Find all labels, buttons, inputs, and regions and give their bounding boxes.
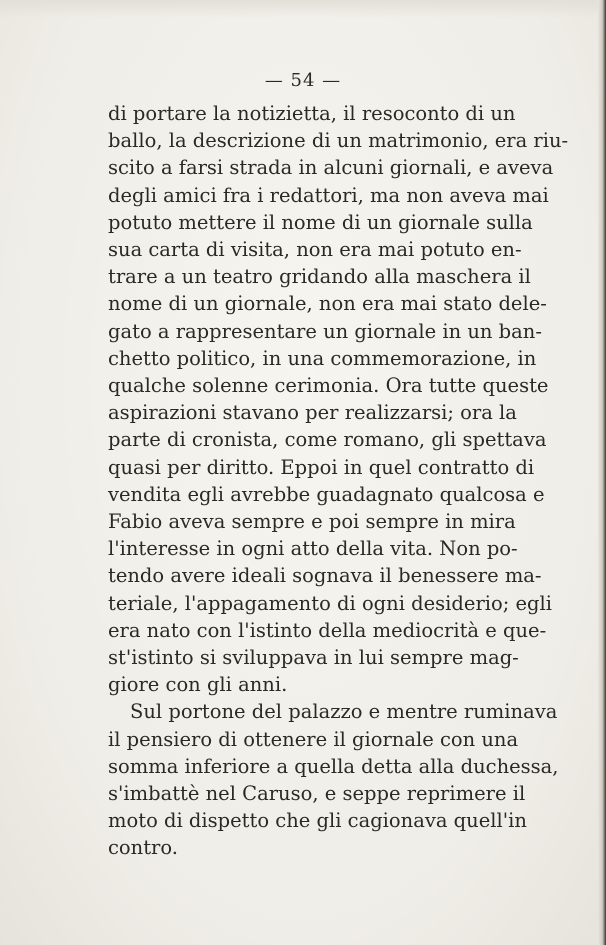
text-line: vendita egli avrebbe guadagnato qualcosa e	[108, 482, 545, 506]
body-text	[108, 100, 569, 862]
text-line: potuto mettere il nome di un giornale sulla	[108, 210, 533, 234]
text-line: era nato con l'istinto della mediocrità e que-	[108, 618, 547, 642]
text-line: st'istinto si sviluppava in lui sempre mag-	[108, 646, 519, 670]
text-line: somma inferiore a quella detta alla duchessa,	[108, 754, 559, 778]
text-line: l'interesse in ogni atto della vita. Non po-	[108, 537, 518, 561]
text-line: trare a un teatro gridando alla maschera il	[108, 265, 531, 289]
text-line: scito a farsi strada in alcuni giornali, e aveva	[108, 156, 554, 180]
text-line: degli amici fra i redattori, ma non aveva mai	[108, 183, 549, 207]
text-line: chetto politico, in una commemorazione, in	[108, 346, 537, 370]
text-line: teriale, l'appagamento di ogni desiderio; egli	[108, 591, 553, 615]
text-line: Sul portone del palazzo e mentre ruminava	[130, 700, 558, 724]
text-line: Fabio aveva sempre e poi sempre in mira	[108, 510, 516, 534]
text-line: s'imbattè nel Caruso, e seppe reprimere il	[108, 782, 526, 806]
text-line: gato a rappresentare un giornale in un ban-	[108, 319, 542, 343]
text-line: il pensiero di ottenere il giornale con una	[108, 727, 519, 751]
text-line: parte di cronista, come romano, gli spettava	[108, 428, 547, 452]
text-line: qualche solenne cerimonia. Ora tutte queste	[108, 374, 549, 398]
page-binding-edge	[598, 0, 606, 945]
text-line: moto di dispetto che gli cagionava quell'in	[108, 809, 527, 833]
text-line: di portare la notizietta, il resoconto di un	[108, 102, 516, 125]
text-line: aspirazioni stavano per realizzarsi; ora la	[108, 401, 517, 425]
text-line: ballo, la descrizione di un matrimonio, era riu-	[108, 129, 569, 153]
text-line: tendo avere ideali sognava il benessere ma-	[108, 564, 542, 588]
text-line: nome di un giornale, non era mai stato dele-	[108, 292, 547, 316]
text-line: giore con gli anni.	[108, 673, 288, 697]
page-top-shadow	[0, 0, 606, 18]
text-line: quasi per diritto. Eppoi in quel contratto di	[108, 455, 535, 479]
text-line: sua carta di visita, non era mai potuto en-	[108, 238, 522, 262]
text-line: contro.	[108, 836, 178, 860]
page-number: — 54 —	[264, 70, 342, 91]
